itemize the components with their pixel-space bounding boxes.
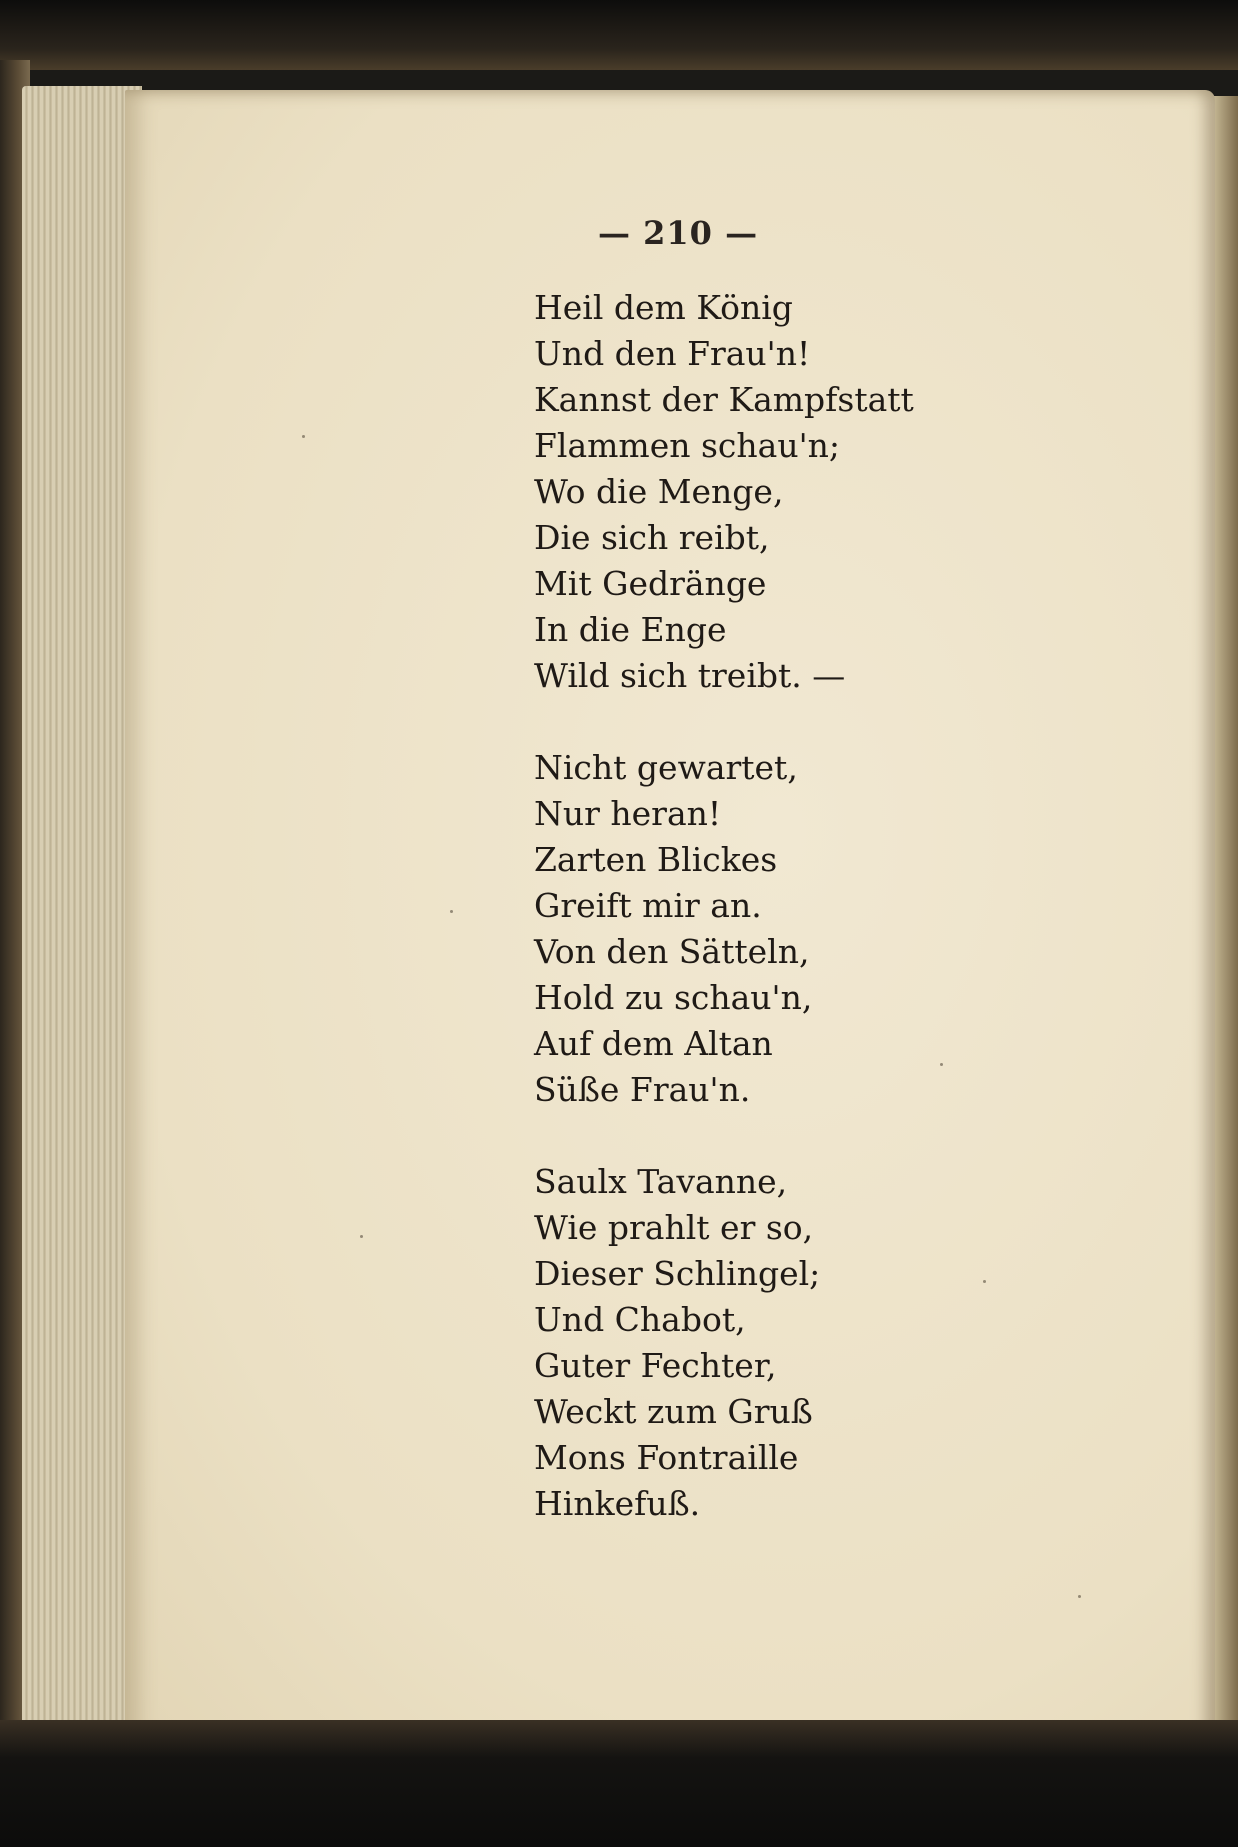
page-number: — 210 — bbox=[598, 214, 759, 252]
poem-line: Auf dem Altan bbox=[534, 1024, 773, 1063]
poem-line: Nur heran! bbox=[534, 794, 722, 833]
paper-speck bbox=[302, 435, 305, 438]
book-cover-top bbox=[0, 0, 1238, 70]
poem-line: Und Chabot, bbox=[534, 1300, 746, 1339]
poem-line: Saulx Tavanne, bbox=[534, 1162, 788, 1201]
poem-line: Guter Fechter, bbox=[534, 1346, 777, 1385]
poem bbox=[534, 285, 914, 1527]
poem-line: Zarten Blickes bbox=[534, 840, 778, 879]
poem-line: Wo die Menge, bbox=[534, 472, 784, 511]
poem-line: Dieser Schlingel; bbox=[534, 1254, 821, 1293]
book-cover-bottom bbox=[0, 1720, 1238, 1847]
poem-line: Wie prahlt er so, bbox=[534, 1208, 814, 1247]
stanza-2 bbox=[534, 745, 914, 1113]
paper-speck bbox=[940, 1063, 943, 1066]
poem-line: Heil dem König bbox=[534, 288, 793, 327]
paper-speck bbox=[360, 1235, 363, 1238]
poem-line: Süße Frau'n. bbox=[534, 1070, 751, 1109]
poem-line: Von den Sätteln, bbox=[534, 932, 810, 971]
poem-line: Greift mir an. bbox=[534, 886, 762, 925]
poem-line: Hold zu schau'n, bbox=[534, 978, 813, 1017]
paper-speck bbox=[1078, 1595, 1081, 1598]
page-right-edge bbox=[1212, 96, 1238, 1736]
poem-line: Hinkefuß. bbox=[534, 1484, 701, 1523]
poem-line: Mit Gedränge bbox=[534, 564, 767, 603]
poem-line: Weckt zum Gruß bbox=[534, 1392, 813, 1431]
paper-speck bbox=[983, 1280, 986, 1283]
page-stack-edges bbox=[22, 86, 142, 1736]
poem-line: Mons Fontraille bbox=[534, 1438, 799, 1477]
poem-line: In die Enge bbox=[534, 610, 727, 649]
poem-line: Wild sich treibt. — bbox=[534, 656, 846, 695]
poem-line: Und den Frau'n! bbox=[534, 334, 811, 373]
poem-line: Kannst der Kampfstatt bbox=[534, 380, 914, 419]
poem-line: Die sich reibt, bbox=[534, 518, 770, 557]
stanza-1 bbox=[534, 285, 914, 699]
stanza-3 bbox=[534, 1159, 914, 1527]
poem-line: Nicht gewartet, bbox=[534, 748, 798, 787]
poem-line: Flammen schau'n; bbox=[534, 426, 841, 465]
paper-speck bbox=[450, 910, 453, 913]
